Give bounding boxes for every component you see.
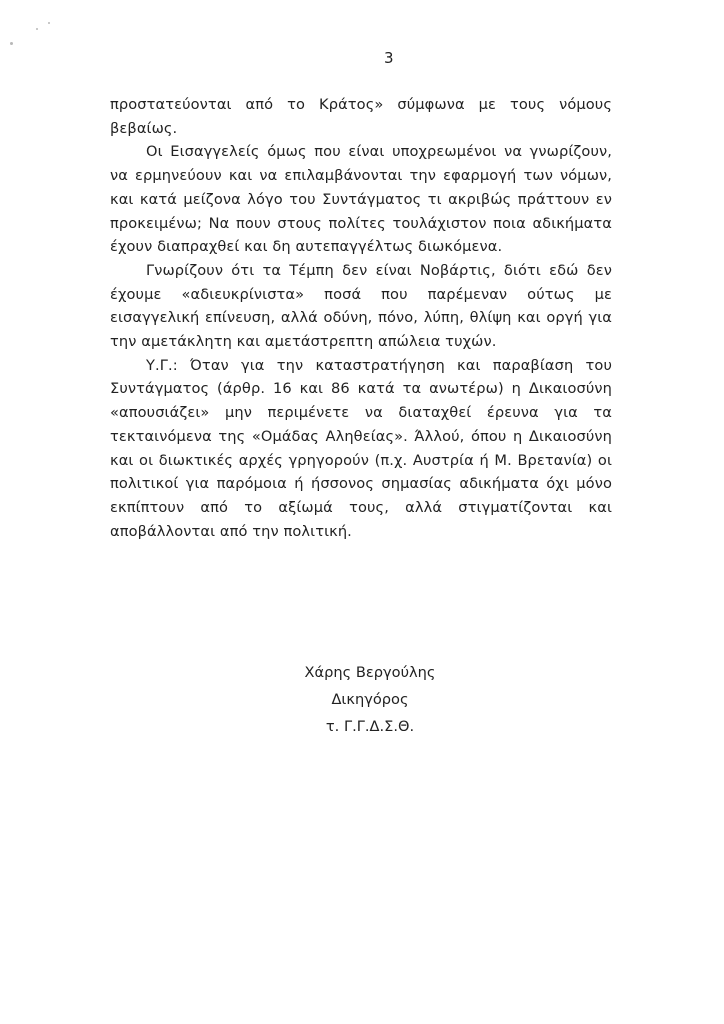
paragraph-continuation: προστατεύονται από το Κράτος» σύμφωνα με τους νόμους βεβαίως. [110, 96, 612, 137]
signature-name: Χάρης Βεργούλης [304, 664, 436, 681]
scan-speck [48, 22, 50, 24]
signature-title: Δικηγόρος [331, 691, 409, 708]
signature-block [250, 659, 490, 740]
paragraph-prosecutors: Οι Εισαγγελείς όμως που είναι υποχρεωμένοι να γνωρίζουν, να ερμηνεύουν και να επιλαμβάνονται την εφαρμογή των νόμων, και κατά μείζονα λόγο του Συντάγματος τι ακριβώς πράττουν εν προκειμένω; Να πουν στους πολίτες τουλάχιστον ποια αδικήματα έχουν διαπραχθεί και δη αυτεπαγγέλτως διωκόμενα. [110, 143, 612, 256]
page-number: 3 [383, 49, 395, 67]
scan-speck [36, 28, 38, 30]
scan-speck [10, 42, 13, 45]
document-body [110, 93, 612, 543]
paragraph-tempi: Γνωρίζουν ότι τα Τέμπη δεν είναι Νοβάρτις, διότι εδώ δεν έχουμε «αδιευκρίνιστα» ποσά που παρέμεναν ούτως με εισαγγελική επίνευση, αλλά οδύνη, πόνο, λύπη, θλίψη και οργή για την αμετάκλητη και αμετάστρεπτη απώλεια τυχών. [110, 261, 612, 351]
paragraph-postscript: Υ.Γ.: Όταν για την καταστρατήγηση και παραβίαση του Συντάγματος (άρθρ. 16 και 86 κατά τα ανωτέρω) η Δικαιοσύνη «απουσιάζει» μην περιμένετε να διαταχθεί έρευνα για τα τεκταινόμενα της «Ομάδας Αληθείας». Άλλού, όπου η Δικαιοσύνη και οι διωκτικές αρχές γρηγορούν (π.χ. Αυστρία ή Μ. Βρετανία) οι πολιτικοί για παρόμοια ή ήσσονος σημασίας αδικήματα όχι μόνο εκπίπτουν από το αξίωμά τους, αλλά στιγματίζονται και αποβάλλονται από την πολιτική. [110, 356, 612, 540]
signature-affiliation: τ. Γ.Γ.Δ.Σ.Θ. [325, 718, 415, 735]
